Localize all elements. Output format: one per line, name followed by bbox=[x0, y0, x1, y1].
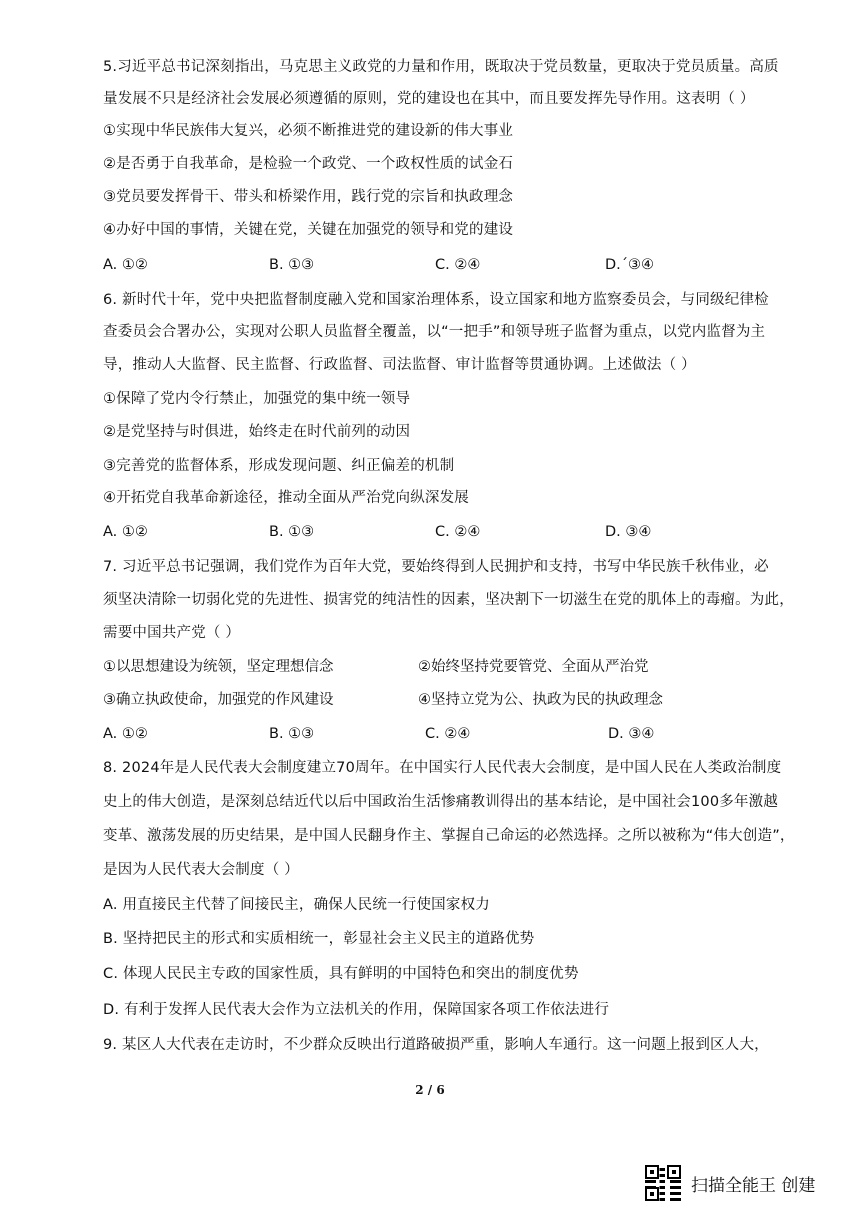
statement-item: ③党员要发挥骨干、带头和桥梁作用，践行党的宗旨和执政理念 bbox=[103, 189, 514, 205]
question-stem: 6. 新时代十年，党中央把监督制度融入党和国家治理体系，设立国家和地方监察委员会，与同级纪律检 bbox=[103, 292, 769, 308]
statement-item: ③确立执政使命，加强党的作风建设 bbox=[103, 692, 334, 708]
option-d: D.´③④ bbox=[605, 257, 655, 273]
answer-option: C. 体现人民民主专政的国家性质，具有鲜明的中国特色和突出的制度优势 bbox=[103, 966, 579, 982]
answer-options bbox=[103, 522, 803, 542]
scanner-watermark bbox=[645, 1163, 845, 1203]
option-b: B. ①③ bbox=[269, 726, 315, 742]
option-c: C. ②④ bbox=[435, 257, 481, 273]
statement-row bbox=[103, 690, 803, 710]
option-a: A. ①② bbox=[103, 257, 148, 273]
option-d: D. ③④ bbox=[605, 524, 652, 540]
watermark-text: 扫描全能王 创建 bbox=[691, 1176, 816, 1196]
question-stem: 史上的伟大创造，是深刻总结近代以后中国政治生活惨痛教训得出的基本结论，是中国社会100多年激越 bbox=[103, 794, 779, 810]
statement-item: ①以思想建设为统领，坚定理想信念 bbox=[103, 659, 334, 675]
question-stem: 9. 某区人大代表在走访时，不少群众反映出行道路破损严重，影响人车通行。这一问题上报到区人大， bbox=[103, 1037, 769, 1053]
statement-item: ④办好中国的事情，关键在党，关键在加强党的领导和党的建设 bbox=[103, 222, 514, 238]
statement-item: ①保障了党内令行禁止，加强党的集中统一领导 bbox=[103, 391, 411, 407]
question-stem: 须坚决清除一切弱化党的先进性、损害党的纯洁性的因素，坚决割下一切滋生在党的肌体上的毒瘤。为此， bbox=[103, 592, 794, 608]
option-b: B. ①③ bbox=[269, 257, 315, 273]
question-stem: 8. 2024年是人民代表大会制度建立70周年。在中国实行人民代表大会制度，是中国人民在人类政治制度 bbox=[103, 760, 782, 776]
question-stem: 量发展不只是经济社会发展必须遵循的原则，党的建设也在其中，而且要发挥先导作用。这表明（ ） bbox=[103, 91, 755, 107]
answer-option: D. 有利于发挥人民代表大会作为立法机关的作用，保障国家各项工作依法进行 bbox=[103, 1002, 610, 1018]
question-stem: 5.习近平总书记深刻指出，马克思主义政党的力量和作用，既取决于党员数量，更取决于党员质量。高质 bbox=[103, 59, 779, 75]
answer-option: B. 坚持把民主的形式和实质相统一，彰显社会主义民主的道路优势 bbox=[103, 931, 535, 947]
statement-item: ④开拓党自我革命新途径，推动全面从严治党向纵深发展 bbox=[103, 490, 469, 506]
statement-item: ③完善党的监督体系，形成发现问题、纠正偏差的机制 bbox=[103, 458, 455, 474]
option-b: B. ①③ bbox=[269, 524, 315, 540]
statement-item: ④坚持立党为公、执政为民的执政理念 bbox=[418, 692, 663, 708]
answer-options bbox=[103, 255, 803, 275]
question-stem: 7. 习近平总书记强调，我们党作为百年大党，要始终得到人民拥护和支持，书写中华民族千秋伟业，必 bbox=[103, 559, 769, 575]
option-d: D. ③④ bbox=[608, 726, 655, 742]
page-number: 2 / 6 bbox=[415, 1083, 445, 1097]
option-c: C. ②④ bbox=[435, 524, 481, 540]
question-stem: 查委员会合署办公，实现对公职人员监督全覆盖，以“一把手”和领导班子监督为重点，以党内监督为主 bbox=[103, 324, 766, 340]
statement-item: ②是党坚持与时俱进，始终走在时代前列的动因 bbox=[103, 424, 411, 440]
question-stem: 导，推动人大监督、民主监督、行政监督、司法监督、审计监督等贯通协调。上述做法（ ） bbox=[103, 357, 696, 373]
answer-option: A. 用直接民主代替了间接民主，确保人民统一行使国家权力 bbox=[103, 897, 490, 913]
statement-item: ①实现中华民族伟大复兴，必须不断推进党的建设新的伟大事业 bbox=[103, 123, 514, 139]
statement-row bbox=[103, 657, 803, 677]
question-stem: 变革、激荡发展的历史结果，是中国人民翻身作主、掌握自己命运的必然选择。之所以被称为“伟大创造”， bbox=[103, 828, 795, 844]
question-stem: 需要中国共产党（ ） bbox=[103, 625, 241, 641]
statement-item: ②是否勇于自我革命，是检验一个政党、一个政权性质的试金石 bbox=[103, 156, 514, 172]
answer-options bbox=[103, 724, 803, 744]
question-stem: 是因为人民代表大会制度（ ） bbox=[103, 862, 299, 878]
option-a: A. ①② bbox=[103, 524, 148, 540]
statement-item: ②始终坚持党要管党、全面从严治党 bbox=[418, 659, 649, 675]
option-c: C. ②④ bbox=[425, 726, 471, 742]
option-a: A. ①② bbox=[103, 726, 148, 742]
